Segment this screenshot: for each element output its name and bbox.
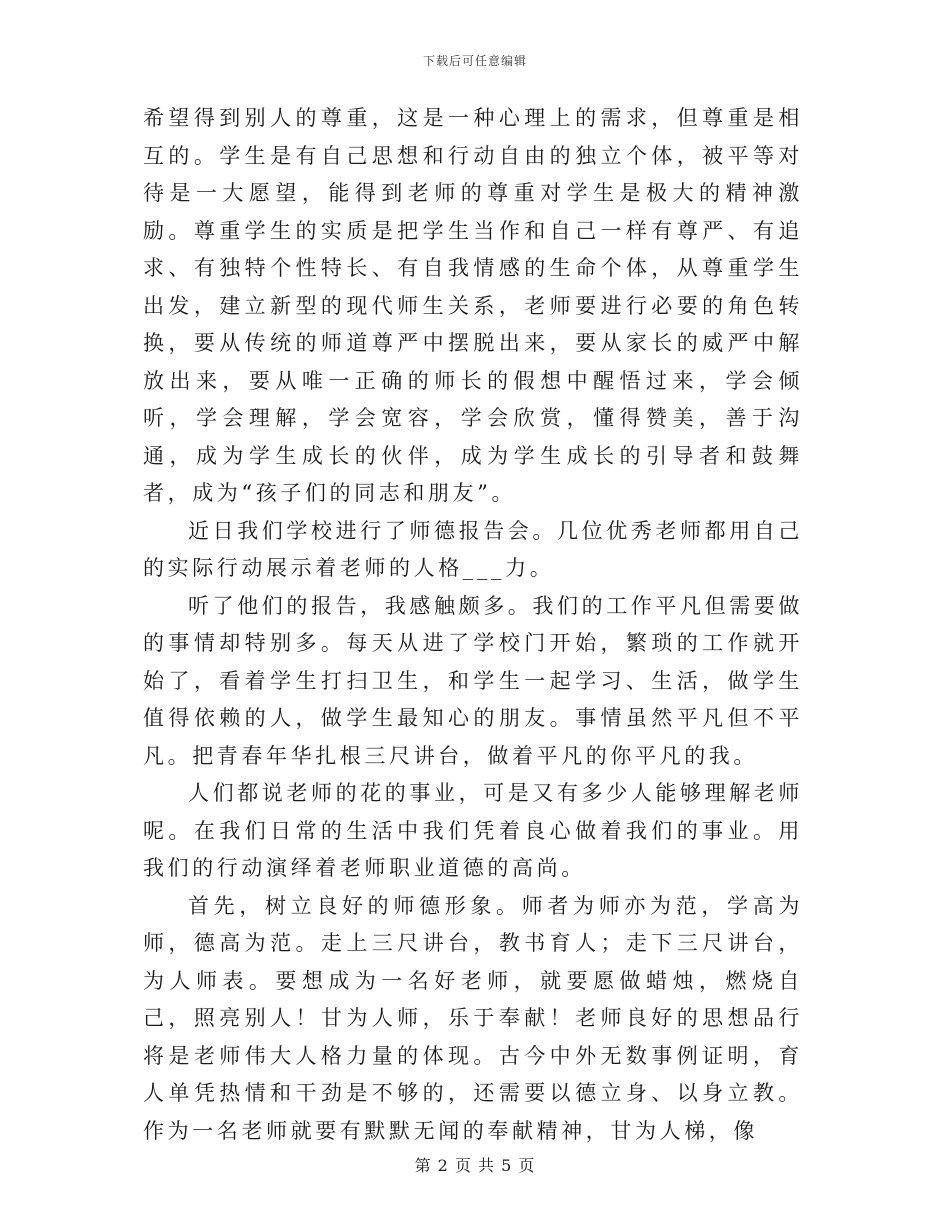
paragraph-1: 希望得到别人的尊重，这是一种心理上的需求，但尊重是相互的。学生是有自己思想和行动自由的独立个体，被平等对待是一大愿望，能得到老师的尊重对学生是极大的精神激励。尊重学生的实质是把学生当作和自己一样有尊严、有追求、有独特个性特长、有自我情感的生命个体，从尊重学生出发，建立新型的现代师生关系，老师要进行必要的角色转换，要从传统的师道尊严中摆脱出来，要从家长的威严中解放出来，要从唯一正确的师长的假想中醒悟过来，学会倾听，学会理解，学会宽容，学会欣赏，懂得赞美，善于沟通，成为学生成长的伙伴，成为学生成长的引导者和鼓舞者，成为“孩子们的同志和朋友”。 <box>143 106 803 505</box>
header-note: 下载后可任意编辑 <box>422 54 527 68</box>
paragraph-2: 近日我们学校进行了师德报告会。几位优秀老师都用自己的实际行动展示着老师的人格___力。 <box>143 518 803 580</box>
paragraph-5: 首先，树立良好的师德形象。师者为师亦为范，学高为师，德高为范。走上三尺讲台，教书育人；走下三尺讲台，为人师表。要想成为一名好老师，就要愿做蜡烛，燃烧自己，照亮别人！甘为人师，乐于奉献！老师良好的思想品行将是老师伟大人格力量的体现。古今中外无数事例证明，育人单凭热情和干劲是不够的，还需要以德立身、以身立教。作为一名老师就要有默默无闻的奉献精神，甘为人梯，像 <box>143 893 803 1143</box>
paragraph-3: 听了他们的报告，我感触颇多。我们的工作平凡但需要做的事情却特别多。每天从进了学校门开始，繁琐的工作就开始了，看着学生打扫卫生，和学生一起学习、生活，做学生值得依赖的人，做学生最知心的朋友。事情虽然平凡但不平凡。把青春年华扎根三尺讲台，做着平凡的你平凡的我。 <box>143 593 803 768</box>
paragraph-4: 人们都说老师的花的事业，可是又有多少人能够理解老师呢。在我们日常的生活中我们凭着良心做着我们的事业。用我们的行动演绎着老师职业道德的高尚。 <box>143 781 803 880</box>
page-number-footer: 第 2 页 共 5 页 <box>414 1156 536 1175</box>
document-body <box>143 100 803 1150</box>
